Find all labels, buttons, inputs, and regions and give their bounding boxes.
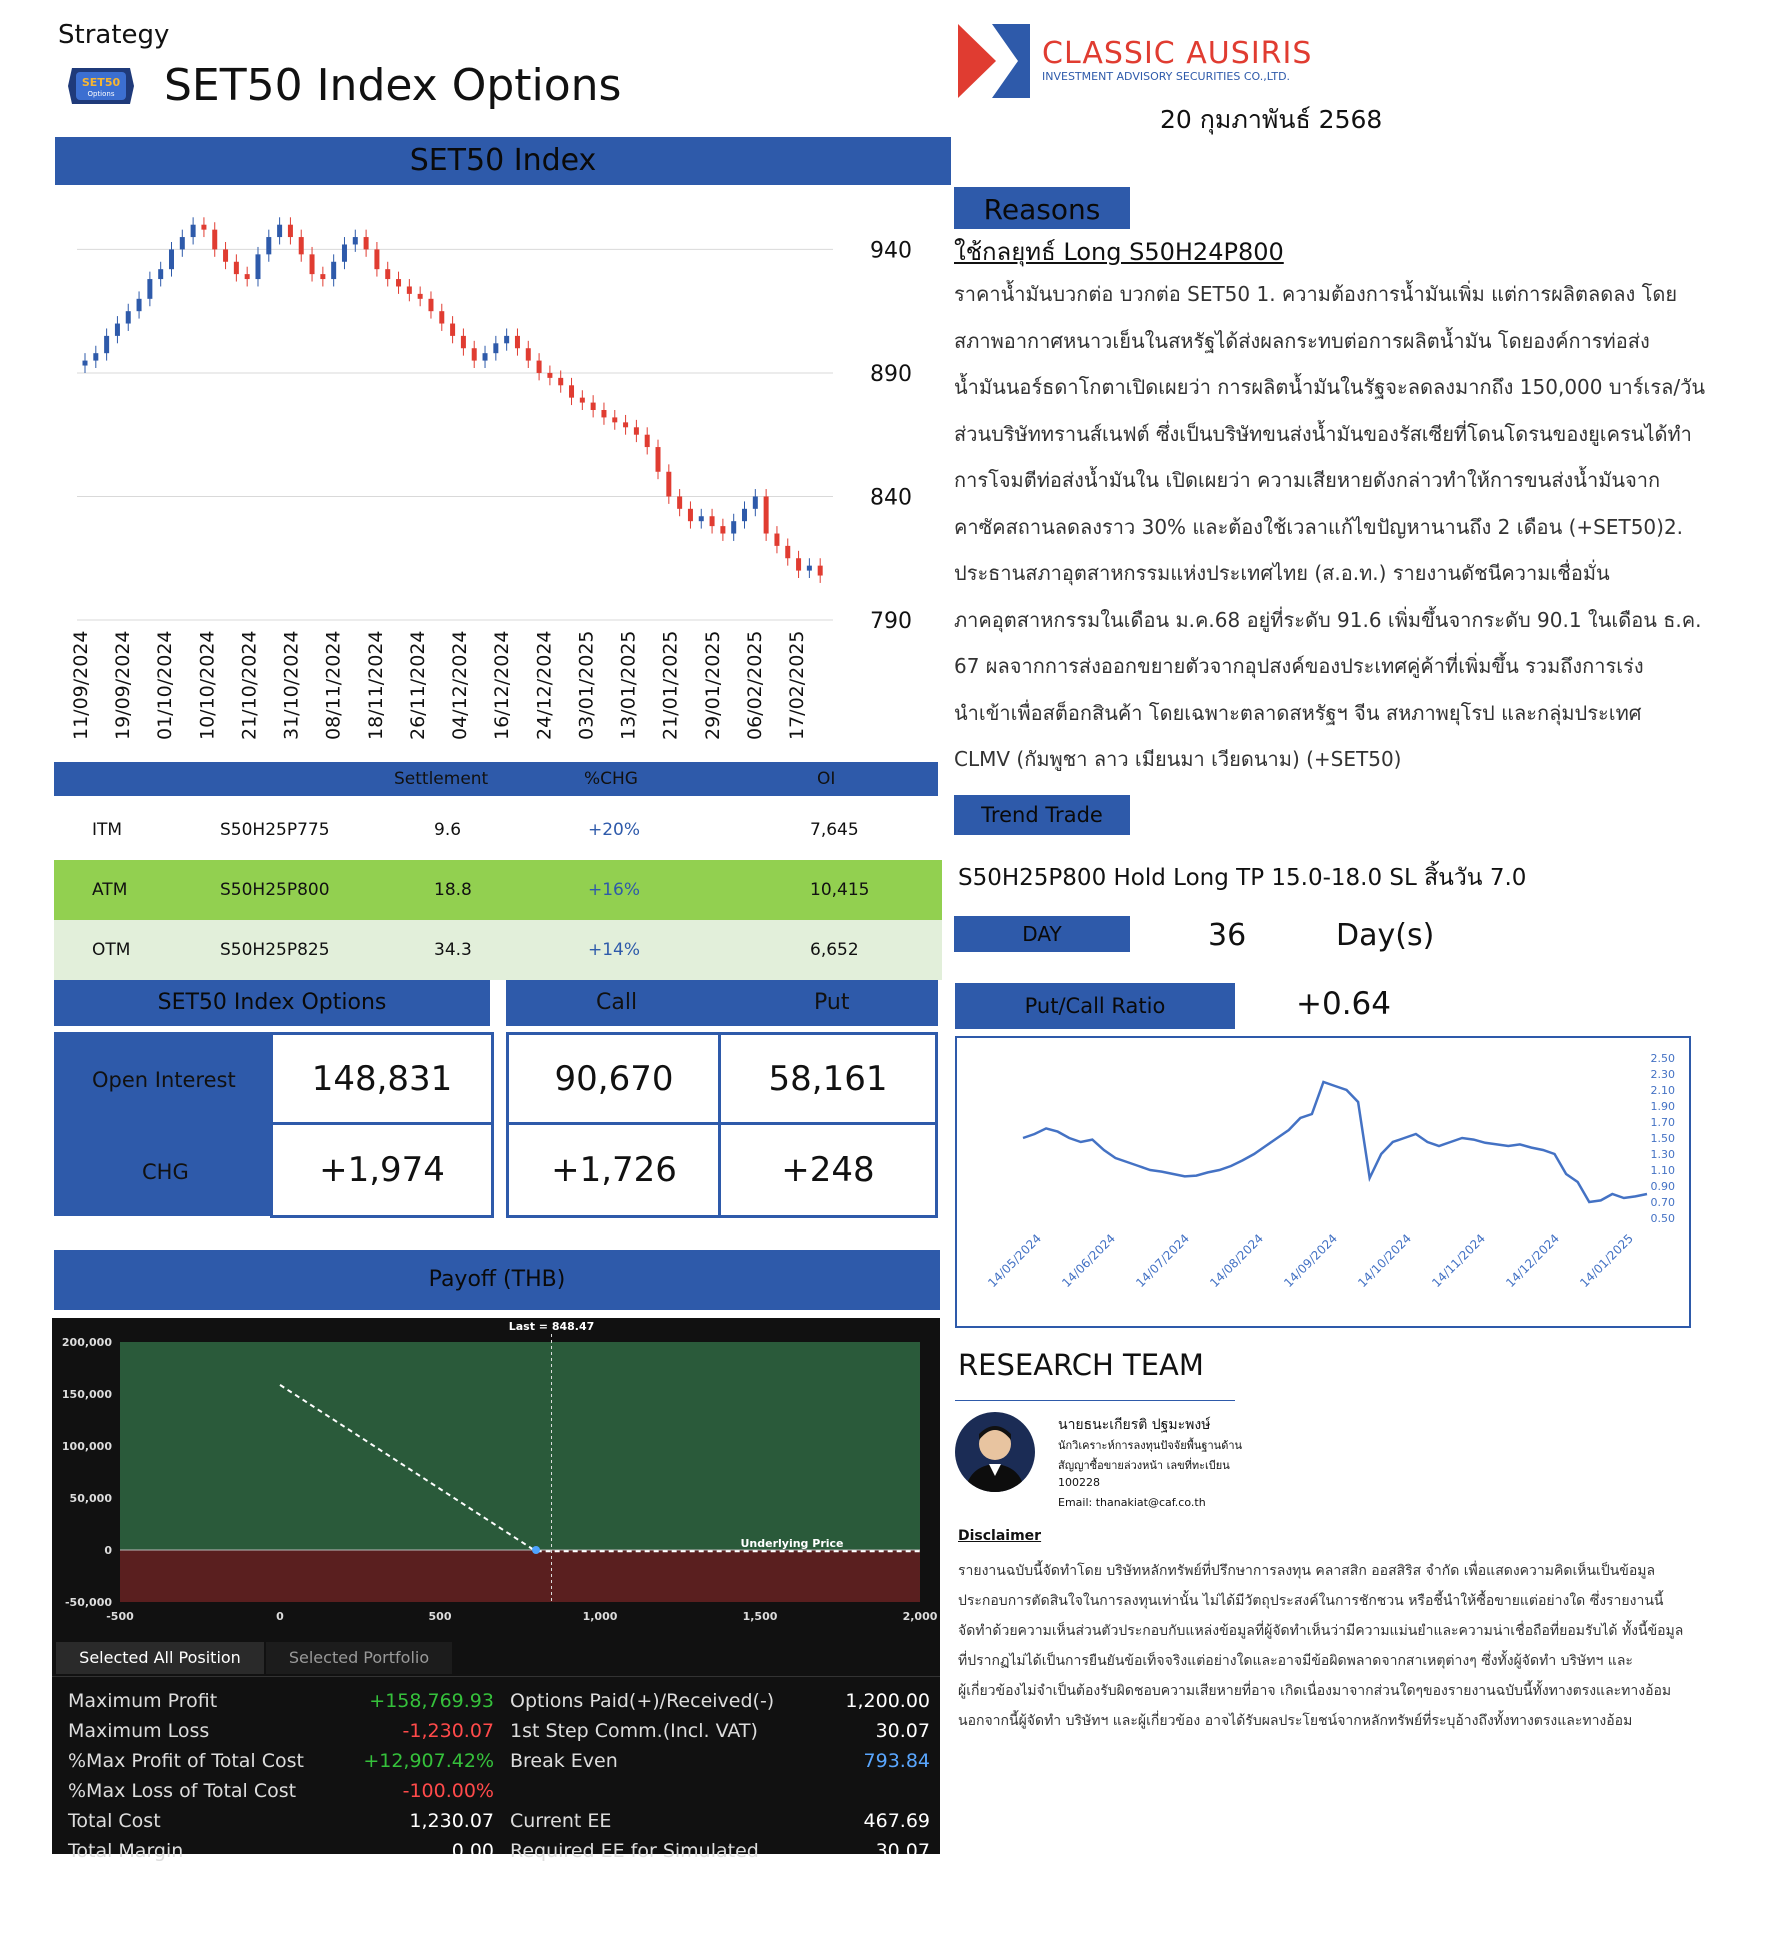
- analyst-avatar: [955, 1412, 1035, 1492]
- pcr-chart: [957, 1038, 1689, 1326]
- x-tick-label: 29/01/2025: [701, 630, 724, 740]
- pcr-x-tick: 14/07/2024: [1133, 1231, 1193, 1291]
- payoff-y-tick: 0: [104, 1544, 112, 1557]
- payoff-metric-label: Required EE for Simulated: [510, 1840, 759, 1862]
- candle-body: [137, 299, 142, 311]
- candle-body: [472, 348, 477, 360]
- research-divider: [955, 1400, 1235, 1401]
- col-oi: OI: [817, 769, 836, 789]
- candle-body: [612, 417, 617, 422]
- profit-zone: [120, 1342, 920, 1550]
- candle-body: [720, 526, 725, 533]
- research-team-title: RESEARCH TEAM: [958, 1348, 1204, 1382]
- pcr-y-tick: 0.90: [1650, 1180, 1675, 1193]
- analyst-role-2: สัญญาซื้อขายล่วงหน้า เลขที่ทะเบียน: [1058, 1459, 1230, 1472]
- reason-line: การโจมตีท่อส่งน้ำมันใน เปิดเผยว่า ความเสียหายดังกล่าวทำให้การขนส่งน้ำมันจาก: [954, 468, 1661, 492]
- candle-body: [93, 353, 98, 360]
- candle-body: [234, 262, 239, 274]
- candle-body: [169, 249, 174, 269]
- pcr-label: Put/Call Ratio: [955, 983, 1235, 1029]
- candle-body: [656, 447, 661, 472]
- y-tick-label: 840: [870, 485, 912, 511]
- candle-body: [396, 279, 401, 286]
- disclaimer-line: ที่ปรากฏไม่ได้เป็นการยืนยันข้อเท็จจริงแต่อย่างใดและอาจมีข้อผิดพลาดจากสาเหตุต่างๆ ซึ่งทั้งผู้จัดทำ บริษัทฯ และ: [958, 1653, 1633, 1669]
- reason-line: ส่วนบริษัททรานส์เนฟต์ ซึ่งเป็นบริษัทขนส่งน้ำมันของรัสเซียที่โดนโดรนของยูเครนได้ทำ: [954, 421, 1692, 446]
- payoff-metric-value: -100.00%: [402, 1780, 494, 1802]
- chg-label: CHG: [142, 1160, 189, 1184]
- payoff-x-tick: -500: [106, 1610, 134, 1623]
- candle-body: [374, 249, 379, 269]
- pcr-y-tick: 1.70: [1650, 1116, 1675, 1129]
- payoff-panel: [52, 1318, 940, 1862]
- candle-body: [537, 361, 542, 373]
- candle-body: [807, 566, 812, 571]
- broker-subtitle: INVESTMENT ADVISORY SECURITIES CO.,LTD.: [1042, 70, 1291, 83]
- pcr-y-tick: 1.90: [1650, 1100, 1675, 1113]
- row-oi: 10,415: [810, 880, 870, 900]
- candle-body: [191, 225, 196, 237]
- day-unit: Day(s): [1336, 918, 1435, 953]
- underlying-price-label: Underlying Price: [740, 1537, 844, 1550]
- x-tick-label: 01/10/2024: [154, 630, 177, 740]
- chg-put-box: [718, 1122, 938, 1218]
- x-tick-label: 21/10/2024: [238, 630, 261, 740]
- payoff-metric-value: 30.07: [875, 1840, 930, 1862]
- candle-body: [688, 509, 693, 521]
- payoff-x-tick: 2,000: [902, 1610, 938, 1623]
- svg-text:Options: Options: [87, 90, 115, 98]
- options-table-header: [54, 762, 938, 796]
- reason-line: 67 ผลจากการส่งออกขยายตัวจากอุปสงค์ของประเทศคู่ค้าที่เพิ่มขึ้น รวมถึงการเร่ง: [954, 654, 1644, 678]
- pcr-x-tick: 14/11/2024: [1429, 1231, 1489, 1291]
- loss-zone: [120, 1550, 920, 1602]
- reason-line: น้ำมันนอร์ธดาโกตาเปิดเผยว่า การผลิตน้ำมันในรัฐจะลดลงมากถึง 150,000 บาร์เรล/วัน: [954, 375, 1705, 399]
- row-series: S50H25P775: [220, 820, 330, 840]
- chg-total-value: +1,974: [319, 1150, 445, 1190]
- candle-body: [796, 558, 801, 570]
- disclaimer-line: ประกอบการตัดสินใจในการลงทุนเท่านั้น ไม่ได้มีวัตถุประสงค์ในการชักชวน หรือชี้นำให้ซื้อขายแต่อย่างใด ซึ่งรายงานนี้: [958, 1593, 1664, 1609]
- payoff-metric-value: +12,907.42%: [363, 1750, 494, 1772]
- candle-body: [180, 237, 185, 249]
- row-chg: +16%: [588, 880, 641, 900]
- candle-body: [818, 566, 823, 576]
- candle-body: [288, 225, 293, 237]
- row-settlement: 18.8: [434, 880, 472, 900]
- candle-body: [666, 472, 671, 497]
- row-moneyness: ATM: [92, 880, 128, 900]
- trend-trade-title: Trend Trade: [954, 795, 1130, 835]
- call-label: Call: [596, 990, 638, 1015]
- options-table-row: [54, 920, 942, 980]
- pcr-y-tick: 1.30: [1650, 1148, 1675, 1161]
- payoff-y-tick: 150,000: [61, 1388, 112, 1401]
- payoff-y-tick: 50,000: [69, 1492, 112, 1505]
- analyst-role-1: นักวิเคราะห์การลงทุนปัจจัยพื้นฐานด้าน: [1058, 1439, 1243, 1452]
- candle-body: [104, 336, 109, 353]
- payoff-x-tick: 500: [428, 1610, 452, 1623]
- candle-body: [526, 348, 531, 360]
- row-oi: 7,645: [810, 820, 859, 840]
- pcr-x-tick: 14/10/2024: [1355, 1231, 1415, 1291]
- chg-total-box: [270, 1122, 494, 1218]
- col-chg: %CHG: [584, 769, 638, 789]
- candle-body: [255, 254, 260, 279]
- pcr-x-tick: 14/01/2025: [1577, 1231, 1637, 1291]
- reason-line: ประธานสภาอุตสาหกรรมแห่งประเทศไทย (ส.อ.ท.) รายงานดัชนีความเชื่อมั่น: [954, 561, 1610, 585]
- candle-body: [385, 269, 390, 279]
- payoff-metric-value: -1,230.07: [402, 1720, 494, 1742]
- candle-body: [764, 496, 769, 533]
- candle-body: [223, 249, 228, 261]
- oi-put-value: 58,161: [768, 1059, 888, 1099]
- svg-text:SET50: SET50: [81, 76, 121, 89]
- x-tick-label: 03/01/2025: [575, 630, 598, 740]
- reason-line: สภาพอากาศหนาวเย็นในสหรัฐได้ส่งผลกระทบต่อการผลิตน้ำมัน โดยองค์การท่อส่ง: [954, 328, 1650, 353]
- candle-body: [569, 385, 574, 397]
- candle-body: [83, 361, 88, 366]
- payoff-metric-value: 0.00: [451, 1840, 494, 1862]
- pcr-y-tick: 2.10: [1650, 1084, 1675, 1097]
- last-price-label: Last = 848.47: [508, 1320, 595, 1333]
- oi-row-labels: [54, 1032, 272, 1216]
- disclaimer-line: รายงานฉบับนี้จัดทำโดย บริษัทหลักทรัพย์ที่ปรึกษาการลงทุน คลาสสิก ออสสิริส จำกัด เพื่อแสดงความคิดเห็นเป็นข้อมูล: [958, 1563, 1656, 1579]
- candle-body: [245, 274, 250, 279]
- pcr-y-tick: 2.30: [1650, 1068, 1675, 1081]
- payoff-metric-label: Break Even: [510, 1750, 618, 1772]
- strategy-line: ใช้กลยุทธ์ Long S50H24P800: [954, 238, 1284, 266]
- pcr-y-tick: 0.50: [1650, 1212, 1675, 1225]
- disclaimer-line: จัดทำด้วยความเห็นส่วนตัวประกอบกับแหล่งข้อมูลที่ผู้จัดทำเห็นว่ามีความแม่นยำและความน่าเชื่อถือที่ยอมรับได้ ทั้งนี้ข้อมูล: [958, 1623, 1684, 1639]
- page-title: SET50 Index Options: [164, 60, 622, 111]
- trend-trade-text: S50H25P800 Hold Long TP 15.0-18.0 SL สิ้นวัน 7.0: [958, 865, 1527, 891]
- candle-body: [591, 403, 596, 410]
- payoff-y-tick: 100,000: [61, 1440, 112, 1453]
- candle-body: [266, 237, 271, 254]
- oi-total-value: 148,831: [311, 1059, 453, 1099]
- x-tick-label: 26/11/2024: [406, 630, 429, 740]
- pcr-y-tick: 2.50: [1650, 1052, 1675, 1065]
- candle-body: [331, 262, 336, 279]
- disclaimer-body: [958, 1556, 1748, 1736]
- x-tick-label: 08/11/2024: [322, 630, 345, 740]
- col-settlement: Settlement: [394, 769, 489, 789]
- candle-body: [353, 237, 358, 244]
- payoff-metric-label: Maximum Loss: [68, 1720, 210, 1742]
- row-series: S50H25P800: [220, 880, 330, 900]
- y-tick-label: 890: [870, 361, 912, 387]
- pcr-value: +0.64: [1296, 986, 1391, 1022]
- analyst-email[interactable]: Email: thanakiat@caf.co.th: [1058, 1496, 1206, 1509]
- candle-body: [742, 509, 747, 521]
- row-series: S50H25P825: [220, 940, 330, 960]
- candle-body: [212, 230, 217, 250]
- oi-call-box: [506, 1032, 722, 1126]
- oi-put-box: [718, 1032, 938, 1126]
- reason-line: นำเข้าเพื่อสต็อกสินค้า โดยเฉพาะตลาดสหรัฐฯ จีน สหภาพยุโรป และกลุ่มประเทศ: [954, 700, 1642, 725]
- pcr-y-tick: 1.10: [1650, 1164, 1675, 1177]
- payoff-x-tick: 0: [276, 1610, 284, 1623]
- payoff-metric-label: Maximum Profit: [68, 1690, 218, 1712]
- oi-panel-title: SET50 Index Options: [54, 980, 490, 1026]
- row-moneyness: ITM: [92, 820, 123, 840]
- payoff-y-tick: 200,000: [61, 1336, 112, 1349]
- payoff-x-tick: 1,500: [742, 1610, 778, 1623]
- tab-selected-all-position[interactable]: Selected All Position: [56, 1642, 264, 1674]
- x-tick-label: 11/09/2024: [70, 630, 92, 740]
- classic-ausiris-logo: [958, 24, 1030, 98]
- open-interest-label: Open Interest: [92, 1068, 236, 1092]
- y-tick-label: 790: [870, 609, 912, 634]
- x-tick-label: 17/02/2025: [786, 630, 808, 740]
- payoff-y-tick: -50,000: [64, 1596, 112, 1609]
- row-oi: 6,652: [810, 940, 859, 960]
- candle-body: [515, 336, 520, 348]
- x-tick-label: 13/01/2025: [617, 630, 640, 740]
- candle-body: [731, 521, 736, 533]
- analyst-reg: 100228: [1058, 1476, 1100, 1489]
- analyst-name: นายธนะเกียรติ ปฐมะพงษ์: [1058, 1417, 1211, 1433]
- candle-body: [342, 244, 347, 261]
- pcr-x-tick: 14/09/2024: [1281, 1231, 1341, 1291]
- row-settlement: 34.3: [434, 940, 472, 960]
- candle-body: [115, 324, 120, 336]
- x-tick-label: 24/12/2024: [533, 630, 556, 740]
- disclaimer-title: Disclaimer: [958, 1528, 1042, 1544]
- chg-call-value: +1,726: [551, 1150, 677, 1190]
- oi-call-value: 90,670: [554, 1059, 674, 1099]
- set50-chart-title: SET50 Index: [55, 137, 951, 185]
- candle-body: [418, 294, 423, 299]
- candle-body: [126, 311, 131, 323]
- day-value: 36: [1208, 918, 1247, 953]
- pcr-line: [1023, 1082, 1647, 1202]
- row-settlement: 9.6: [434, 820, 462, 840]
- x-tick-label: 18/11/2024: [364, 630, 387, 740]
- options-table-row: [54, 860, 942, 920]
- reasons-body: [954, 278, 1734, 790]
- candle-body: [201, 225, 206, 230]
- broker-name: CLASSIC AUSIRIS: [1042, 36, 1313, 71]
- payoff-metric-value: 467.69: [863, 1810, 930, 1832]
- call-put-header: [506, 980, 938, 1026]
- x-tick-label: 19/09/2024: [112, 630, 135, 740]
- candle-body: [450, 324, 455, 336]
- pcr-x-tick: 14/06/2024: [1059, 1231, 1119, 1291]
- day-label: DAY: [954, 916, 1130, 952]
- candle-body: [407, 286, 412, 293]
- candle-body: [310, 254, 315, 274]
- candle-body: [774, 534, 779, 546]
- candle-body: [645, 435, 650, 447]
- strategy-label: Strategy: [58, 20, 170, 50]
- payoff-title: Payoff (THB): [54, 1250, 940, 1310]
- x-tick-label: 31/10/2024: [280, 630, 303, 740]
- chg-call-box: [506, 1122, 722, 1218]
- y-tick-label: 940: [870, 238, 912, 264]
- payoff-metric-label: %Max Profit of Total Cost: [68, 1750, 304, 1772]
- candle-body: [277, 225, 282, 237]
- payoff-metric-value: 1,230.07: [409, 1810, 494, 1832]
- reason-line: ราคาน้ำมันบวกต่อ บวกต่อ SET50 1. ความต้องการน้ำมันเพิ่ม แต่การผลิตลดลง โดย: [954, 282, 1678, 306]
- candle-body: [428, 299, 433, 311]
- reason-line: ภาคอุตสาหกรรมในเดือน ม.ค.68 อยู่ที่ระดับ 91.6 เพิ่มขึ้นจากระดับ 90.1 ในเดือน ธ.ค.: [954, 607, 1702, 632]
- candle-body: [439, 311, 444, 323]
- payoff-metric-label: 1st Step Comm.(Incl. VAT): [510, 1720, 758, 1742]
- x-tick-label: 16/12/2024: [491, 630, 514, 740]
- pcr-y-tick: 0.70: [1650, 1196, 1675, 1209]
- candle-body: [580, 398, 585, 403]
- payoff-metric-value: 793.84: [863, 1750, 930, 1772]
- candle-body: [699, 516, 704, 521]
- candle-body: [461, 336, 466, 348]
- pcr-x-tick: 14/12/2024: [1503, 1231, 1563, 1291]
- x-tick-label: 04/12/2024: [449, 630, 472, 740]
- row-moneyness: OTM: [92, 940, 131, 960]
- x-tick-label: 10/10/2024: [196, 630, 219, 740]
- pcr-x-tick: 14/05/2024: [985, 1231, 1045, 1291]
- payoff-metric-label: Current EE: [510, 1810, 612, 1832]
- options-table-row: [54, 800, 942, 860]
- payoff-metric-label: Total Margin: [68, 1840, 184, 1862]
- disclaimer-line: ผู้เกี่ยวข้องไม่จำเป็นต้องรับผิดชอบความเสียหายที่อาจ เกิดเนื่องมาจากส่วนใดๆของรายงานฉบับนี้ทั้งทางตรงและทางอ้อม: [958, 1683, 1672, 1699]
- tab-selected-portfolio[interactable]: Selected Portfolio: [266, 1642, 452, 1674]
- x-tick-label: 21/01/2025: [659, 630, 682, 740]
- set50-candlestick-chart: [55, 190, 955, 750]
- chg-put-value: +248: [781, 1150, 875, 1190]
- oi-total-box: [270, 1032, 494, 1126]
- candle-body: [299, 237, 304, 254]
- candle-body: [147, 279, 152, 299]
- payoff-divider: [52, 1676, 940, 1677]
- put-label: Put: [814, 990, 850, 1015]
- payoff-metric-label: Total Cost: [68, 1810, 161, 1832]
- candle-body: [558, 378, 563, 385]
- reason-line: คาซัคสถานลดลงราว 30% และต้องใช้เวลาแก้ไขปัญหานานถึง 2 เดือน (+SET50)2.: [954, 514, 1684, 539]
- pcr-chart-frame: [955, 1036, 1691, 1328]
- x-tick-label: 06/02/2025: [743, 630, 766, 740]
- candle-body: [601, 410, 606, 417]
- pcr-x-tick: 14/08/2024: [1207, 1231, 1267, 1291]
- row-chg: +14%: [588, 940, 641, 960]
- candle-body: [483, 353, 488, 360]
- report-date: 20 กุมภาพันธ์ 2568: [1160, 105, 1383, 134]
- candle-body: [634, 427, 639, 434]
- payoff-chart: [52, 1318, 940, 1638]
- payoff-metric-label: %Max Loss of Total Cost: [68, 1780, 297, 1802]
- candle-body: [493, 343, 498, 353]
- candle-body: [504, 336, 509, 343]
- candle-body: [320, 274, 325, 279]
- candle-body: [677, 496, 682, 508]
- candle-body: [158, 269, 163, 279]
- candle-body: [364, 237, 369, 249]
- payoff-x-tick: 1,000: [582, 1610, 618, 1623]
- payoff-metric-label: Options Paid(+)/Received(-): [510, 1690, 775, 1712]
- payoff-metric-value: 1,200.00: [845, 1690, 930, 1712]
- candle-body: [623, 422, 628, 427]
- disclaimer-line: นอกจากนี้ผู้จัดทำ บริษัทฯ และผู้เกี่ยวข้อง อาจได้รับผลประโยชน์จากหลักทรัพย์ที่ระบุอ้างถึงทั้งทางตรงและทางอ้อม: [958, 1713, 1633, 1729]
- payoff-metric-value: 30.07: [875, 1720, 930, 1742]
- reasons-title: Reasons: [954, 187, 1130, 229]
- set50-options-logo: [66, 64, 136, 108]
- candle-body: [547, 373, 552, 378]
- reason-line: CLMV (กัมพูชา ลาว เมียนมา เวียดนาม) (+SET50): [954, 747, 1402, 771]
- candle-body: [785, 546, 790, 558]
- candle-body: [753, 496, 758, 508]
- break-even-dot: [532, 1546, 540, 1554]
- candle-body: [710, 516, 715, 526]
- row-chg: +20%: [588, 820, 641, 840]
- pcr-y-tick: 1.50: [1650, 1132, 1675, 1145]
- payoff-metric-value: +158,769.93: [369, 1690, 494, 1712]
